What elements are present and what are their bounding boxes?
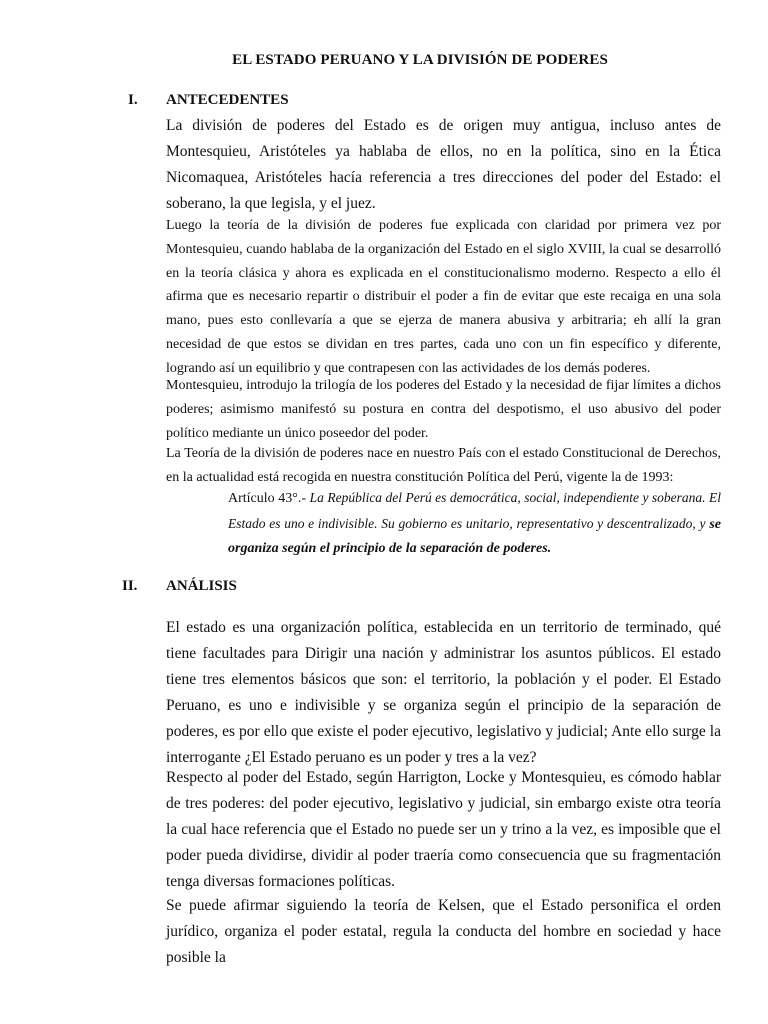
section-2-paragraph-1: El estado es una organización política, establecida en un territorio de terminado, qué tiene facultades para Dirigir una nación y administrar los asuntos públicos. El estado tiene tres elementos básicos que son: el territorio, la población y el poder. El Estado Peruano, es uno e indivisible y se organiza según el principio de la separación de poderes, es por ello que existe el poder ejecutivo, legislativo y judicial; Ante ello surge la interrogante ¿El Estado peruano es un poder y tres a la vez?: [166, 619, 721, 766]
article-italic-text: La República del Perú es democrática, social, independiente y soberana. El Estado es uno e indivisible. Su gobierno es unitario, representativo y descentralizado, y: [228, 490, 722, 531]
article-bold-text: se organiza según el principio de la separación de poderes.: [228, 516, 722, 556]
section-1-heading: ANTECEDENTES: [166, 92, 289, 108]
section-2-number: II.: [122, 578, 138, 594]
section-1-number: I.: [128, 92, 138, 108]
section-1-paragraph-1: La división de poderes del Estado es de origen muy antigua, incluso antes de Montesquieu, Aristóteles ya hablaba de ellos, no en la política, sino en la Ética Nicomaquea, Aristóteles hacía referencia a tres direcciones del poder del Estado: el soberano, la que legisla, y el juez.: [166, 117, 721, 212]
section-2-heading: ANÁLISIS: [166, 578, 237, 594]
section-1-paragraph-3: Montesquieu, introdujo la trilogía de los poderes del Estado y la necesidad de fijar límites a dichos poderes; asimismo manifestó su postura en contra del despotismo, el uso abusivo del poder político mediante un único poseedor del poder.: [166, 378, 721, 441]
section-2-paragraph-2: Respecto al poder del Estado, según Harrigton, Locke y Montesquieu, es cómodo hablar de tres poderes: del poder ejecutivo, legislativo y judicial, sin embargo existe otra teoría la cual hace referencia que el Estado no puede ser un y trino a la vez, es imposible que el poder pueda dividirse, dividir al poder traería como consecuencia que su fragmentación tenga diversas formaciones políticas.: [166, 769, 721, 890]
document-title: EL ESTADO PERUANO Y LA DIVISIÓN DE PODERES: [232, 52, 608, 68]
article-label: Artículo 43°.-: [228, 491, 307, 506]
section-2-paragraph-3: Se puede afirmar siguiendo la teoría de Kelsen, que el Estado personifica el orden jurídico, organiza el poder estatal, regula la conducta del hombre en sociedad y hace posible la: [166, 897, 721, 966]
section-1-paragraph-2: Luego la teoría de la división de poderes fue explicada con claridad por primera vez por Montesquieu, cuando hablaba de la organización del Estado en el siglo XVIII, la cual se desarrolló en la teoría clásica y ahora es explicada en el constitucionalismo moderno. Respecto a ello él afirma que es necesario repartir o distribuir el poder a fin de evitar que este recaiga en una sola mano, pues esto conllevaría a que se ejerza de manera abusiva y arbitraria; eh allí la gran necesidad de que estos se dividan en tres partes, cada uno con un fin específico y diferente, logrando así un equilibrio y que contrapesen con las actividades de los demás poderes.: [166, 218, 721, 376]
section-1-paragraph-4: La Teoría de la división de poderes nace en nuestro País con el estado Constitucional de Derechos, en la actualidad está recogida en nuestra constitución Política del Perú, vigente la de 1993:: [166, 446, 721, 485]
constitution-article-quote: [228, 486, 721, 562]
